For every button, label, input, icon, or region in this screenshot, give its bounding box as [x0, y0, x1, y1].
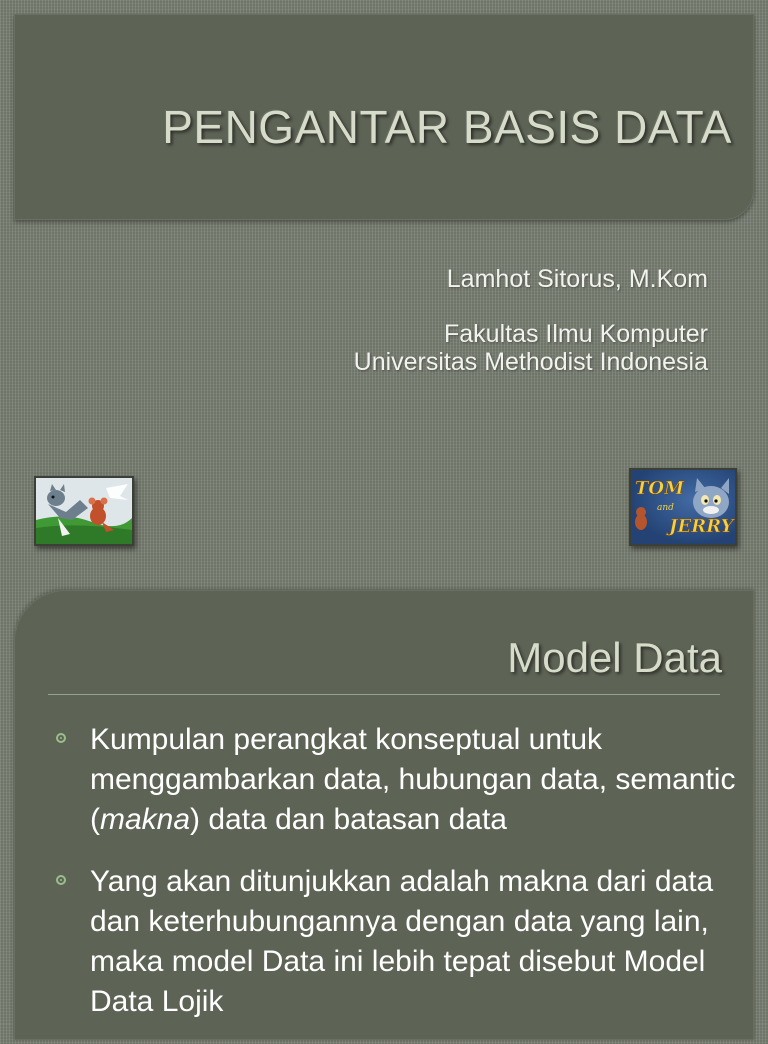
slide-model-data [0, 590, 768, 1024]
logo-word-tom: TOM [635, 478, 684, 499]
logo-word-and: and [657, 503, 674, 513]
faculty-name: Fakultas Ilmu Komputer [444, 320, 708, 348]
bullet-text-part: Kumpulan perangkat konseptual untuk menggambarkan data, hubungan data, semantic ( [90, 723, 736, 836]
bullet-list [50, 720, 740, 1044]
bullet-text-part: ) data dan batasan data [190, 803, 507, 836]
list-item [50, 720, 740, 840]
section-title: Model Data [507, 634, 722, 681]
list-item [50, 862, 740, 1022]
bullet-text: Yang akan ditunjukkan adalah makna dari data dan keterhubungannya dengan data yang lain, maka model Data ini lebih tepat disebut Model Data Lojik [90, 865, 714, 1018]
content-panel [14, 590, 754, 1040]
university-name: Universitas Methodist Indonesia [353, 348, 708, 376]
ring-bullet-icon [56, 875, 66, 885]
title-panel [14, 14, 754, 220]
tom-chasing-jerry-image [34, 476, 134, 546]
logo-word-jerry: JERRY [669, 516, 734, 537]
slide-title-text: PENGANTAR BASIS DATA [162, 101, 732, 153]
ring-bullet-icon [56, 733, 66, 743]
title-divider [48, 694, 720, 695]
bullet-emphasis-text: makna [100, 803, 191, 836]
tom-and-jerry-logo-image [629, 468, 737, 546]
author-name: Lamhot Sitorus, M.Kom [446, 265, 708, 293]
